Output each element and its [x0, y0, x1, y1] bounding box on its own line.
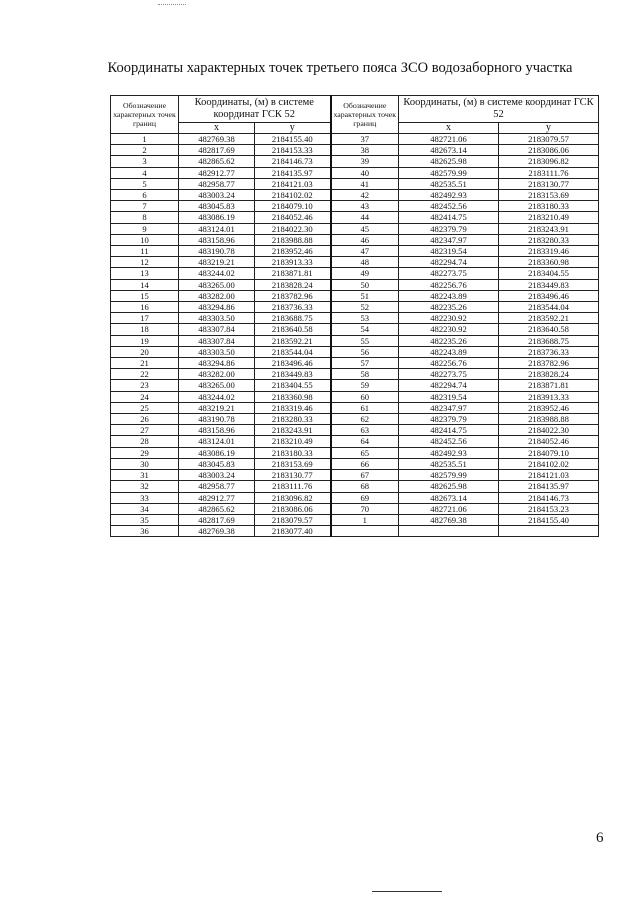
- right-x-cell: 482673.14: [399, 492, 499, 503]
- left-y-cell: 2184155.40: [255, 134, 331, 145]
- left-point-cell: 4: [111, 167, 179, 178]
- point-label-header-right: Обозначение характерных точек границ: [331, 96, 399, 134]
- left-x-cell: 483190.78: [179, 414, 255, 425]
- left-point-cell: 24: [111, 391, 179, 402]
- table-row: [111, 268, 599, 279]
- left-x-cell: 482912.77: [179, 492, 255, 503]
- left-point-cell: 9: [111, 223, 179, 234]
- right-x-cell: 482230.92: [399, 324, 499, 335]
- page-number: 6: [596, 830, 604, 846]
- left-x-cell: 483158.96: [179, 425, 255, 436]
- table-row: [111, 145, 599, 156]
- table-row: [111, 313, 599, 324]
- left-x-cell: 483307.84: [179, 324, 255, 335]
- left-x-cell: 483282.00: [179, 290, 255, 301]
- right-x-cell: 482347.97: [399, 234, 499, 245]
- left-point-cell: 29: [111, 447, 179, 458]
- left-y-cell: 2183952.46: [255, 246, 331, 257]
- right-point-cell: 70: [331, 503, 399, 514]
- left-point-cell: 2: [111, 145, 179, 156]
- right-y-cell: 2183952.46: [499, 402, 599, 413]
- left-y-cell: 2183079.57: [255, 514, 331, 525]
- table-row: [111, 503, 599, 514]
- table-row: [111, 201, 599, 212]
- right-point-cell: 69: [331, 492, 399, 503]
- left-x-cell: 483244.02: [179, 268, 255, 279]
- left-point-cell: 25: [111, 402, 179, 413]
- left-point-cell: 16: [111, 302, 179, 313]
- right-point-cell: 54: [331, 324, 399, 335]
- right-y-cell: 2183449.83: [499, 279, 599, 290]
- right-point-cell: 49: [331, 268, 399, 279]
- right-point-cell: 59: [331, 380, 399, 391]
- table-row: [111, 246, 599, 257]
- coordinates-table: [110, 95, 599, 537]
- table-row: [111, 302, 599, 313]
- scan-mark: [158, 0, 186, 5]
- table-row: [111, 257, 599, 268]
- right-y-cell: 2183404.55: [499, 268, 599, 279]
- right-point-cell: 61: [331, 402, 399, 413]
- right-y-cell: [499, 526, 599, 537]
- left-point-cell: 11: [111, 246, 179, 257]
- right-x-cell: 482492.93: [399, 190, 499, 201]
- right-x-cell: 482721.06: [399, 503, 499, 514]
- left-y-cell: 2183319.46: [255, 402, 331, 413]
- table-row: [111, 358, 599, 369]
- right-x-cell: 482579.99: [399, 470, 499, 481]
- table-row: [111, 223, 599, 234]
- right-point-cell: 37: [331, 134, 399, 145]
- right-x-cell: 482273.75: [399, 268, 499, 279]
- table-row: [111, 346, 599, 357]
- left-y-cell: 2183782.96: [255, 290, 331, 301]
- table-row: [111, 402, 599, 413]
- left-point-cell: 18: [111, 324, 179, 335]
- left-x-cell: 482769.38: [179, 134, 255, 145]
- right-y-cell: 2183360.98: [499, 257, 599, 268]
- left-x-cell: 483003.24: [179, 470, 255, 481]
- table-row: [111, 391, 599, 402]
- left-x-cell: 482865.62: [179, 503, 255, 514]
- right-point-cell: 43: [331, 201, 399, 212]
- left-x-cell: 482958.77: [179, 178, 255, 189]
- right-y-cell: 2184052.46: [499, 436, 599, 447]
- left-y-cell: 2183210.49: [255, 436, 331, 447]
- table-row: [111, 369, 599, 380]
- right-x-cell: 482625.98: [399, 156, 499, 167]
- right-x-cell: 482319.54: [399, 246, 499, 257]
- right-point-cell: 60: [331, 391, 399, 402]
- left-y-cell: 2183828.24: [255, 279, 331, 290]
- right-point-cell: 40: [331, 167, 399, 178]
- left-y-cell: 2184052.46: [255, 212, 331, 223]
- table-row: [111, 290, 599, 301]
- right-point-cell: 66: [331, 458, 399, 469]
- right-point-cell: 50: [331, 279, 399, 290]
- right-y-cell: 2183496.46: [499, 290, 599, 301]
- right-point-cell: 68: [331, 481, 399, 492]
- left-point-cell: 21: [111, 358, 179, 369]
- right-y-cell: 2184135.97: [499, 481, 599, 492]
- left-point-cell: 26: [111, 414, 179, 425]
- table-row: [111, 526, 599, 537]
- left-point-cell: 10: [111, 234, 179, 245]
- left-x-cell: 482769.38: [179, 526, 255, 537]
- right-x-cell: 482273.75: [399, 369, 499, 380]
- right-x-cell: 482414.75: [399, 212, 499, 223]
- right-x-cell: 482535.51: [399, 458, 499, 469]
- right-y-cell: 2183243.91: [499, 223, 599, 234]
- table-row: [111, 167, 599, 178]
- right-y-cell: 2184102.02: [499, 458, 599, 469]
- left-x-cell: 483265.00: [179, 380, 255, 391]
- right-point-cell: 57: [331, 358, 399, 369]
- right-x-cell: 482235.26: [399, 302, 499, 313]
- left-y-cell: 2183130.77: [255, 470, 331, 481]
- left-point-cell: 19: [111, 335, 179, 346]
- right-point-cell: 45: [331, 223, 399, 234]
- right-y-cell: 2183871.81: [499, 380, 599, 391]
- right-point-cell: 62: [331, 414, 399, 425]
- table-row: [111, 425, 599, 436]
- left-point-cell: 3: [111, 156, 179, 167]
- right-y-cell: 2184079.10: [499, 447, 599, 458]
- left-point-cell: 13: [111, 268, 179, 279]
- coords-header-left: Координаты, (м) в системе координат ГСК 52: [179, 96, 331, 123]
- right-y-cell: 2183079.57: [499, 134, 599, 145]
- left-x-cell: 482817.69: [179, 514, 255, 525]
- table-row: [111, 156, 599, 167]
- left-y-cell: 2184022.30: [255, 223, 331, 234]
- right-y-cell: 2183688.75: [499, 335, 599, 346]
- left-x-cell: 483158.96: [179, 234, 255, 245]
- left-point-cell: 5: [111, 178, 179, 189]
- table-row: [111, 414, 599, 425]
- left-point-cell: 7: [111, 201, 179, 212]
- footer-line: [372, 891, 442, 892]
- right-y-cell: 2183210.49: [499, 212, 599, 223]
- left-y-cell: 2184153.33: [255, 145, 331, 156]
- right-point-cell: 65: [331, 447, 399, 458]
- left-point-cell: 22: [111, 369, 179, 380]
- right-point-cell: 38: [331, 145, 399, 156]
- table-row: [111, 514, 599, 525]
- coords-header-right: Координаты, (м) в системе координат ГСК 52: [399, 96, 599, 123]
- left-x-cell: 483265.00: [179, 279, 255, 290]
- right-y-cell: 2183544.04: [499, 302, 599, 313]
- right-x-cell: 482243.89: [399, 290, 499, 301]
- left-point-cell: 30: [111, 458, 179, 469]
- right-x-cell: 482256.76: [399, 358, 499, 369]
- left-y-cell: 2183077.40: [255, 526, 331, 537]
- left-x-cell: 483124.01: [179, 436, 255, 447]
- table-row: [111, 324, 599, 335]
- right-y-cell: 2183130.77: [499, 178, 599, 189]
- right-x-cell: 482379.79: [399, 414, 499, 425]
- right-point-cell: 52: [331, 302, 399, 313]
- right-point-cell: 47: [331, 246, 399, 257]
- table-row: [111, 492, 599, 503]
- right-point-cell: 39: [331, 156, 399, 167]
- right-x-cell: 482243.89: [399, 346, 499, 357]
- right-y-cell: 2183280.33: [499, 234, 599, 245]
- right-x-cell: 482673.14: [399, 145, 499, 156]
- table-row: [111, 380, 599, 391]
- x-header-right: x: [399, 123, 499, 134]
- table-row: [111, 481, 599, 492]
- left-y-cell: 2183096.82: [255, 492, 331, 503]
- table-row: [111, 279, 599, 290]
- left-x-cell: 483244.02: [179, 391, 255, 402]
- document-title: Координаты характерных точек третьего пояса ЗСО водозаборного участка: [107, 60, 573, 76]
- left-y-cell: 2183360.98: [255, 391, 331, 402]
- right-point-cell: [331, 526, 399, 537]
- right-x-cell: 482535.51: [399, 178, 499, 189]
- right-y-cell: 2183111.76: [499, 167, 599, 178]
- point-label-header-left: Обозначение характерных точек границ: [111, 96, 179, 134]
- left-y-cell: 2183544.04: [255, 346, 331, 357]
- left-point-cell: 6: [111, 190, 179, 201]
- right-y-cell: 2183180.33: [499, 201, 599, 212]
- left-x-cell: 483045.83: [179, 201, 255, 212]
- table-row: [111, 436, 599, 447]
- left-y-cell: 2184102.02: [255, 190, 331, 201]
- right-x-cell: 482452.56: [399, 201, 499, 212]
- right-x-cell: 482347.97: [399, 402, 499, 413]
- right-x-cell: 482379.79: [399, 223, 499, 234]
- left-x-cell: 483003.24: [179, 190, 255, 201]
- right-y-cell: 2184155.40: [499, 514, 599, 525]
- right-y-cell: 2183319.46: [499, 246, 599, 257]
- right-y-cell: 2183592.21: [499, 313, 599, 324]
- left-y-cell: 2183180.33: [255, 447, 331, 458]
- right-x-cell: 482230.92: [399, 313, 499, 324]
- left-x-cell: 483303.50: [179, 346, 255, 357]
- right-point-cell: 53: [331, 313, 399, 324]
- left-x-cell: 483086.19: [179, 212, 255, 223]
- right-x-cell: 482294.74: [399, 380, 499, 391]
- left-point-cell: 1: [111, 134, 179, 145]
- right-point-cell: 67: [331, 470, 399, 481]
- table-row: [111, 458, 599, 469]
- left-x-cell: 483045.83: [179, 458, 255, 469]
- right-y-cell: 2183913.33: [499, 391, 599, 402]
- left-x-cell: 483086.19: [179, 447, 255, 458]
- table-row: [111, 335, 599, 346]
- left-point-cell: 35: [111, 514, 179, 525]
- left-x-cell: 483294.86: [179, 302, 255, 313]
- right-point-cell: 56: [331, 346, 399, 357]
- table-row: [111, 470, 599, 481]
- right-y-cell: 2183828.24: [499, 369, 599, 380]
- right-x-cell: 482319.54: [399, 391, 499, 402]
- right-point-cell: 51: [331, 290, 399, 301]
- left-y-cell: 2184079.10: [255, 201, 331, 212]
- right-y-cell: 2183782.96: [499, 358, 599, 369]
- table-row: [111, 190, 599, 201]
- left-x-cell: 483294.86: [179, 358, 255, 369]
- right-x-cell: 482294.74: [399, 257, 499, 268]
- left-y-cell: 2183280.33: [255, 414, 331, 425]
- left-x-cell: 483219.21: [179, 257, 255, 268]
- right-x-cell: 482235.26: [399, 335, 499, 346]
- left-y-cell: 2183736.33: [255, 302, 331, 313]
- left-x-cell: 483282.00: [179, 369, 255, 380]
- left-point-cell: 31: [111, 470, 179, 481]
- left-point-cell: 32: [111, 481, 179, 492]
- left-y-cell: 2183111.76: [255, 481, 331, 492]
- right-x-cell: [399, 526, 499, 537]
- right-point-cell: 42: [331, 190, 399, 201]
- left-x-cell: 483303.50: [179, 313, 255, 324]
- right-point-cell: 44: [331, 212, 399, 223]
- left-point-cell: 28: [111, 436, 179, 447]
- y-header-right: y: [499, 123, 599, 134]
- y-header-left: y: [255, 123, 331, 134]
- table-row: [111, 134, 599, 145]
- right-y-cell: 2184022.30: [499, 425, 599, 436]
- left-y-cell: 2184135.97: [255, 167, 331, 178]
- left-point-cell: 36: [111, 526, 179, 537]
- left-y-cell: 2183640.58: [255, 324, 331, 335]
- table-row: [111, 178, 599, 189]
- left-point-cell: 34: [111, 503, 179, 514]
- left-point-cell: 8: [111, 212, 179, 223]
- left-point-cell: 15: [111, 290, 179, 301]
- right-y-cell: 2183640.58: [499, 324, 599, 335]
- table-row: [111, 212, 599, 223]
- right-x-cell: 482769.38: [399, 514, 499, 525]
- left-y-cell: 2183086.06: [255, 503, 331, 514]
- table-row: [111, 447, 599, 458]
- right-x-cell: 482256.76: [399, 279, 499, 290]
- left-point-cell: 14: [111, 279, 179, 290]
- right-point-cell: 58: [331, 369, 399, 380]
- table-row: [111, 234, 599, 245]
- left-x-cell: 482958.77: [179, 481, 255, 492]
- right-x-cell: 482492.93: [399, 447, 499, 458]
- left-y-cell: 2183871.81: [255, 268, 331, 279]
- left-y-cell: 2183592.21: [255, 335, 331, 346]
- left-x-cell: 483219.21: [179, 402, 255, 413]
- right-x-cell: 482452.56: [399, 436, 499, 447]
- right-point-cell: 46: [331, 234, 399, 245]
- right-point-cell: 1: [331, 514, 399, 525]
- left-y-cell: 2184121.03: [255, 178, 331, 189]
- left-y-cell: 2183153.69: [255, 458, 331, 469]
- right-y-cell: 2184146.73: [499, 492, 599, 503]
- left-y-cell: 2183404.55: [255, 380, 331, 391]
- left-x-cell: 482817.69: [179, 145, 255, 156]
- right-x-cell: 482721.06: [399, 134, 499, 145]
- left-point-cell: 33: [111, 492, 179, 503]
- right-point-cell: 55: [331, 335, 399, 346]
- left-y-cell: 2183243.91: [255, 425, 331, 436]
- left-x-cell: 483190.78: [179, 246, 255, 257]
- right-point-cell: 41: [331, 178, 399, 189]
- left-y-cell: 2183449.83: [255, 369, 331, 380]
- left-point-cell: 23: [111, 380, 179, 391]
- right-y-cell: 2183988.88: [499, 414, 599, 425]
- x-header-left: x: [179, 123, 255, 134]
- left-y-cell: 2183496.46: [255, 358, 331, 369]
- right-x-cell: 482625.98: [399, 481, 499, 492]
- left-point-cell: 20: [111, 346, 179, 357]
- left-y-cell: 2183688.75: [255, 313, 331, 324]
- left-y-cell: 2184146.73: [255, 156, 331, 167]
- left-y-cell: 2183988.88: [255, 234, 331, 245]
- coordinates-table-body: [111, 134, 599, 537]
- right-y-cell: 2183736.33: [499, 346, 599, 357]
- left-point-cell: 27: [111, 425, 179, 436]
- right-x-cell: 482414.75: [399, 425, 499, 436]
- left-x-cell: 483307.84: [179, 335, 255, 346]
- left-x-cell: 482912.77: [179, 167, 255, 178]
- left-point-cell: 12: [111, 257, 179, 268]
- right-x-cell: 482579.99: [399, 167, 499, 178]
- right-y-cell: 2183086.06: [499, 145, 599, 156]
- left-point-cell: 17: [111, 313, 179, 324]
- left-y-cell: 2183913.33: [255, 257, 331, 268]
- right-y-cell: 2184121.03: [499, 470, 599, 481]
- left-x-cell: 483124.01: [179, 223, 255, 234]
- right-y-cell: 2183096.82: [499, 156, 599, 167]
- right-point-cell: 64: [331, 436, 399, 447]
- right-point-cell: 48: [331, 257, 399, 268]
- right-y-cell: 2183153.69: [499, 190, 599, 201]
- right-y-cell: 2184153.23: [499, 503, 599, 514]
- right-point-cell: 63: [331, 425, 399, 436]
- left-x-cell: 482865.62: [179, 156, 255, 167]
